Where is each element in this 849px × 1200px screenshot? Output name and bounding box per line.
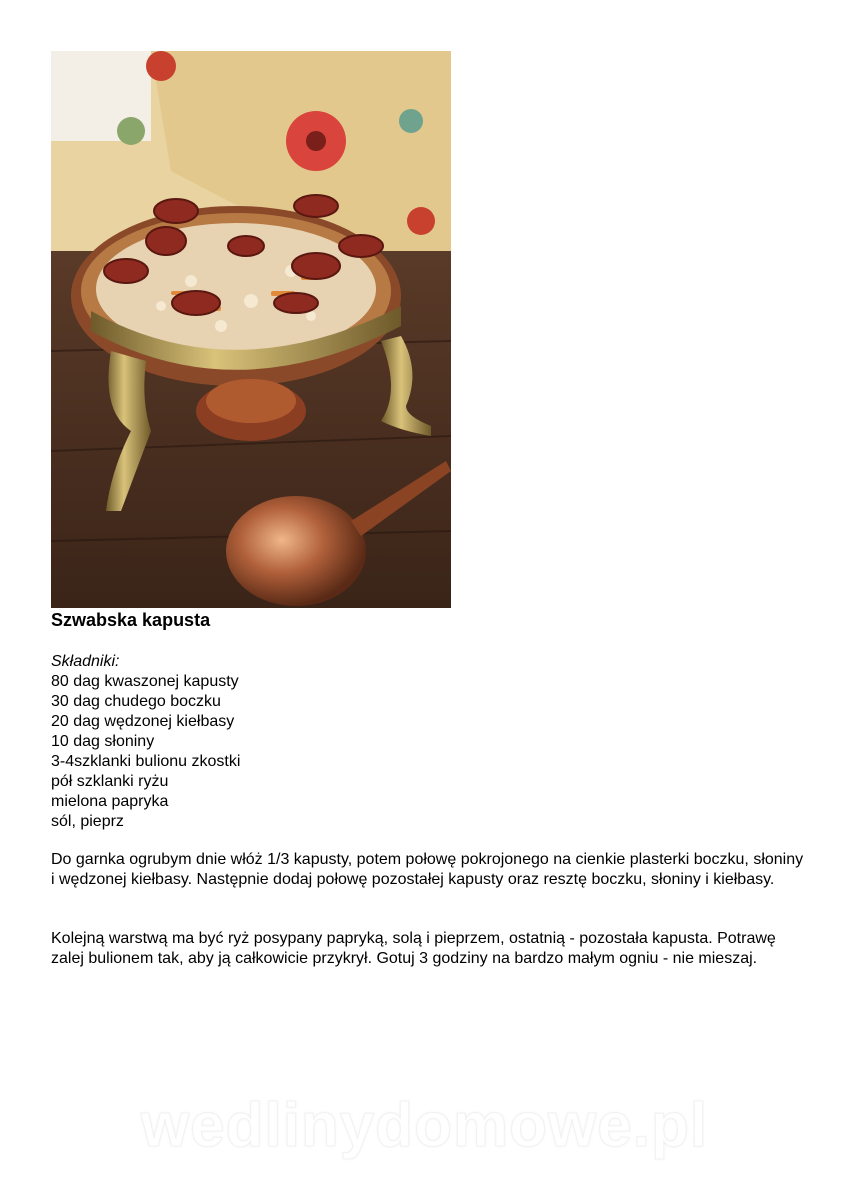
dish-photo bbox=[51, 51, 451, 608]
ingredient-item: sól, pieprz bbox=[51, 813, 124, 830]
ingredients-list bbox=[51, 652, 240, 832]
instructions-paragraph-1: Do garnka ogrubym dnie włóż 1/3 kapusty, potem połowę pokrojonego na cienkie plasterki boczku, słoniny i wędzonej kiełbasy. Następnie dodaj połowę pozostałej kapusty oraz resztę boczku, słoniny i kiełbasy. bbox=[51, 851, 804, 888]
ingredients-heading: Składniki: bbox=[51, 653, 120, 670]
ingredient-item: pół szklanki ryżu bbox=[51, 773, 169, 790]
ingredient-item: mielona papryka bbox=[51, 793, 169, 810]
ingredient-item: 20 dag wędzonej kiełbasy bbox=[51, 713, 235, 730]
ingredient-item: 30 dag chudego boczku bbox=[51, 693, 221, 710]
recipe-title: Szwabska kapusta bbox=[51, 610, 211, 630]
watermark-text: wedlinydomowe.pl bbox=[140, 1091, 709, 1160]
ingredient-item: 80 dag kwaszonej kapusty bbox=[51, 673, 239, 690]
instructions-paragraph-2: Kolejną warstwą ma być ryż posypany papryką, solą i pieprzem, ostatnią - pozostała kapusta. Potrawę zalej bulionem tak, aby ją całkowicie przykrył. Gotuj 3 godziny na bardzo małym ogniu - nie mieszaj. bbox=[51, 930, 776, 967]
ingredient-item: 10 dag słoniny bbox=[51, 733, 155, 750]
ingredient-item: 3-4szklanki bulionu zkostki bbox=[51, 753, 241, 770]
